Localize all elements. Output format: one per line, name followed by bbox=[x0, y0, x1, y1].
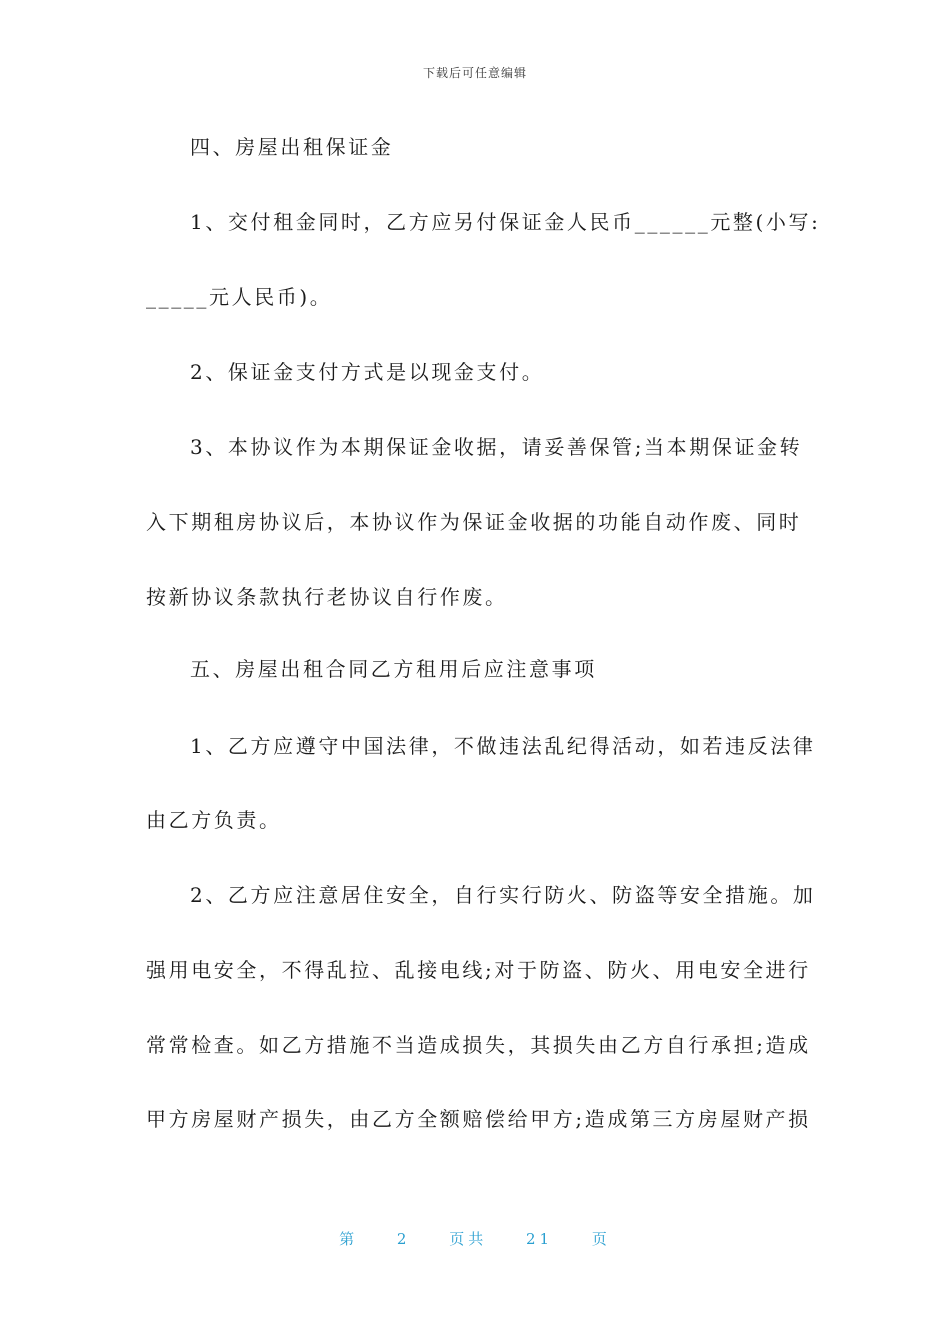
section-heading-notes: 五、房屋出租合同乙方租用后应注意事项 bbox=[190, 657, 597, 681]
paragraph-line: _____元人民币)。 bbox=[146, 285, 333, 309]
paragraph-line: 甲方房屋财产损失，由乙方全额赔偿给甲方;造成第三方房屋财产损 bbox=[146, 1107, 811, 1131]
paragraph-line: 2、保证金支付方式是以现金支付。 bbox=[190, 360, 545, 384]
footer-total-pages: 21 bbox=[526, 1230, 554, 1248]
footer-prefix: 第 bbox=[339, 1230, 359, 1248]
section-heading-deposit: 四、房屋出租保证金 bbox=[190, 135, 394, 159]
paragraph-line: 3、本协议作为本期保证金收据，请妥善保管;当本期保证金转 bbox=[190, 435, 803, 459]
paragraph-line: 强用电安全，不得乱拉、乱接电线;对于防盗、防火、用电安全进行 bbox=[146, 958, 811, 982]
paragraph-line: 1、交付租金同时，乙方应另付保证金人民币______元整(小写: bbox=[190, 210, 821, 234]
page-footer bbox=[0, 1228, 950, 1249]
paragraph-line: 1、乙方应遵守中国法律，不做违法乱纪得活动，如若违反法律 bbox=[190, 734, 816, 758]
footer-suffix: 页 bbox=[591, 1230, 611, 1248]
paragraph-line: 由乙方负责。 bbox=[146, 808, 282, 832]
paragraph-line: 2、乙方应注意居住安全，自行实行防火、防盗等安全措施。加 bbox=[190, 883, 816, 907]
paragraph-line: 按新协议条款执行老协议自行作废。 bbox=[146, 585, 508, 609]
paragraph-line: 入下期租房协议后，本协议作为保证金收据的功能自动作废、同时 bbox=[146, 510, 802, 534]
paragraph-line: 常常检查。如乙方措施不当造成损失，其损失由乙方自行承担;造成 bbox=[146, 1033, 811, 1057]
header-note: 下载后可任意编辑 bbox=[422, 66, 527, 80]
footer-mid: 页共 bbox=[449, 1230, 488, 1248]
footer-page-number: 2 bbox=[396, 1230, 411, 1248]
